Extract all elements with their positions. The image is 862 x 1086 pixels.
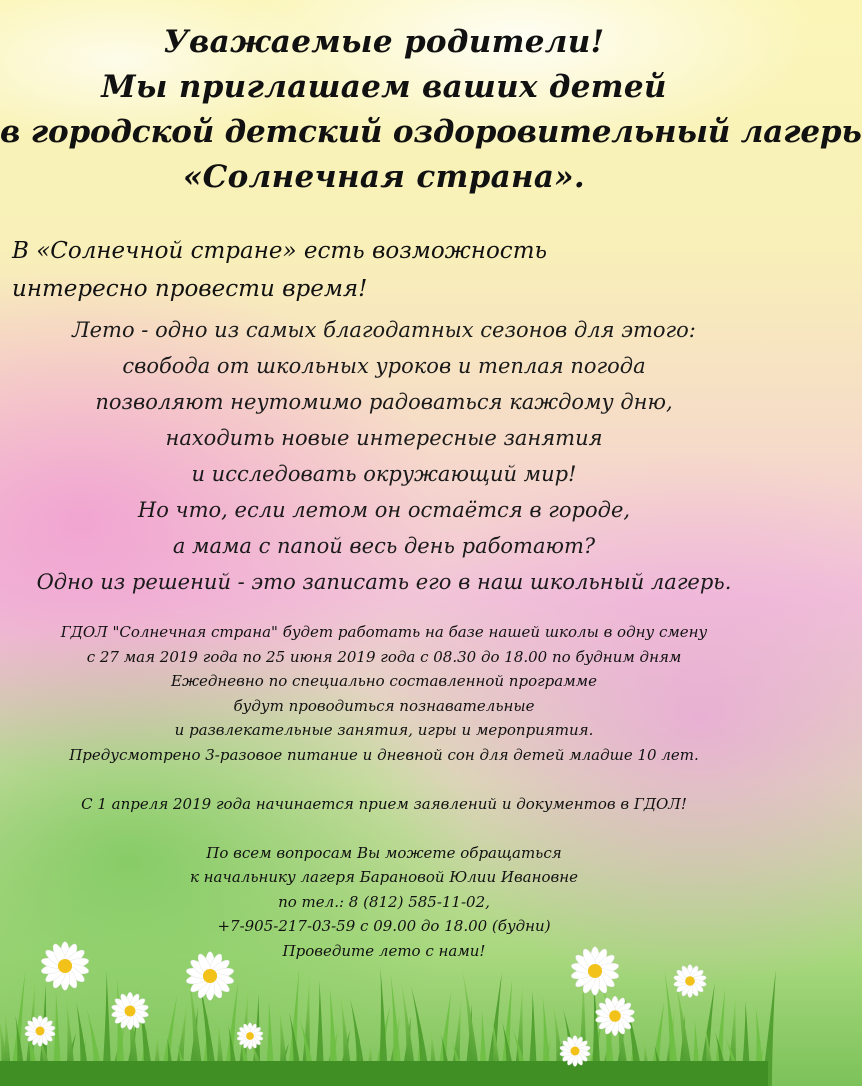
contact-line: По всем вопросам Вы можете обращаться bbox=[206, 843, 562, 862]
closing-line: Проведите лето с нами! bbox=[282, 941, 486, 960]
summer-paragraph bbox=[0, 312, 768, 600]
info-line: С 1 апреля 2019 года начинается прием заявлений и документов в ГДОЛ! bbox=[81, 794, 687, 813]
info-spacer bbox=[0, 816, 768, 841]
paragraph-line: позволяют неутомимо радоваться каждому дню, bbox=[95, 390, 673, 414]
contact-line: к начальнику лагеря Барановой Юлии Ивановне bbox=[189, 868, 579, 886]
grass-ground bbox=[0, 1061, 768, 1086]
daisy-icon bbox=[40, 942, 89, 990]
daisy-icon bbox=[185, 952, 234, 1000]
paragraph-line: а мама с папой весь день работают? bbox=[172, 534, 596, 558]
flyer-title bbox=[0, 20, 862, 200]
daisy-meadow bbox=[0, 936, 768, 1086]
contact-phone: +7-905-217-03-59 с 09.00 до 18.00 (будни) bbox=[217, 917, 551, 935]
info-line: и развлекательные занятия, игры и мероприятия. bbox=[174, 721, 594, 739]
paragraph-line: находить новые интересные занятия bbox=[165, 426, 603, 450]
paragraph-line: свобода от школьных уроков и теплая погода bbox=[122, 354, 646, 378]
title-line: «Солнечная страна». bbox=[182, 159, 586, 195]
grass-icon bbox=[0, 967, 776, 1086]
info-line: Ежедневно по специально составленной программе bbox=[171, 672, 597, 690]
info-line: с 27 мая 2019 года по 25 июня 2019 года с 08.30 до 18.00 по будним дням bbox=[86, 647, 682, 666]
intro-line: интересно провести время! bbox=[12, 276, 368, 302]
daisy-icon bbox=[570, 947, 619, 995]
daisy-flowers bbox=[24, 942, 706, 1067]
title-line: Мы приглашаем ваших детей bbox=[101, 69, 667, 105]
paragraph-line: Но что, если летом он остаётся в городе, bbox=[137, 498, 631, 522]
info-line: ГДОЛ "Солнечная страна" будет работать на базе нашей школы в одну смену bbox=[60, 623, 708, 641]
intro-text bbox=[12, 232, 547, 308]
info-line: будут проводиться познавательные bbox=[233, 696, 535, 715]
title-line: в городской детский оздоровительный лагерь bbox=[0, 114, 862, 150]
paragraph-line: Лето - одно из самых благодатных сезонов для этого: bbox=[72, 318, 696, 342]
paragraph-line: Одно из решений - это записать его в наш школьный лагерь. bbox=[36, 570, 732, 594]
contact-phone: по тел.: 8 (812) 585-11-02, bbox=[278, 892, 490, 911]
daisy-icon bbox=[595, 996, 635, 1036]
info-line: Предусмотрено 3-разовое питание и дневной сон для детей младше 10 лет. bbox=[69, 745, 699, 764]
intro-line: В «Солнечной стране» есть возможность bbox=[12, 238, 548, 264]
camp-info bbox=[0, 620, 768, 963]
info-spacer bbox=[0, 767, 768, 792]
paragraph-line: и исследовать окружающий мир! bbox=[191, 462, 577, 486]
title-line: Уважаемые родители! bbox=[163, 24, 605, 60]
daisy-icon bbox=[673, 965, 707, 998]
